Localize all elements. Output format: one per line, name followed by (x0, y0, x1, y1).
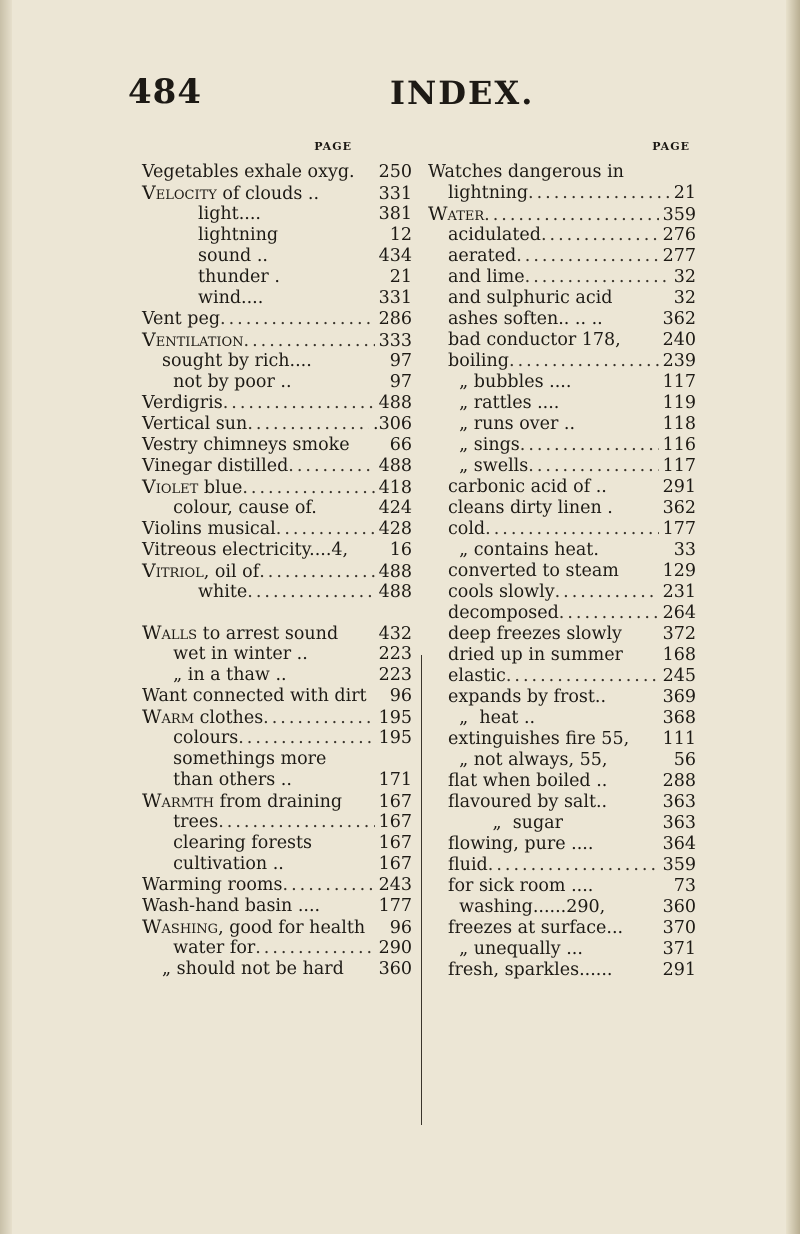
entry-page: 168 (662, 645, 696, 665)
entry-text: lightning (448, 183, 529, 203)
index-entry (428, 729, 696, 750)
page-column-label: PAGE (314, 140, 352, 153)
index-entry (142, 456, 412, 477)
index-entry (142, 770, 412, 791)
entry-text (142, 330, 244, 352)
entry-text (142, 917, 365, 939)
dot-leader (509, 351, 659, 372)
entry-text: expands by frost.. (448, 687, 607, 707)
index-entry (428, 624, 696, 645)
dot-leader (506, 666, 659, 687)
index-entry (428, 939, 696, 960)
index-entry (428, 351, 696, 372)
entry-text: sound .. (198, 246, 268, 266)
entry-page: 360 (378, 959, 412, 979)
entry-text: and lime (448, 267, 525, 287)
entry-page: 119 (662, 393, 696, 413)
index-entry (142, 162, 412, 183)
entry-heading: Water (428, 203, 485, 225)
index-entry (142, 728, 412, 749)
index-entry (428, 330, 696, 351)
entry-page: 33 (673, 540, 696, 560)
entry-page: 369 (662, 687, 696, 707)
index-entry (142, 498, 412, 519)
index-entry (142, 351, 412, 372)
entry-text: ashes soften.. .. .. (448, 309, 603, 329)
entry-page: 167 (378, 812, 412, 832)
entry-page: 73 (673, 876, 696, 896)
entry-text: „ in a thaw .. (162, 665, 287, 685)
entry-text: Vertical sun (142, 414, 248, 434)
entry-page: 488 (378, 582, 412, 602)
entry-page: 223 (378, 644, 412, 664)
entry-page: 291 (662, 960, 696, 980)
index-entry (428, 519, 696, 540)
entry-page: 381 (378, 204, 412, 224)
page-column-label: PAGE (652, 140, 690, 153)
page-number: 484 (128, 72, 202, 112)
entry-rest: clothes (194, 708, 264, 728)
entry-page: 250 (378, 162, 412, 182)
entry-page: 12 (389, 225, 412, 245)
entry-page: .306 (373, 414, 412, 434)
entry-page: 96 (389, 686, 412, 706)
entry-page: 21 (673, 183, 696, 203)
dot-leader (488, 855, 659, 876)
entry-text: wet in winter .. (162, 644, 308, 664)
entry-page: 368 (662, 708, 696, 728)
entry-page: 117 (662, 372, 696, 392)
dot-leader (247, 582, 374, 603)
index-entry (428, 771, 696, 792)
entry-text: „ sings (448, 435, 520, 455)
entry-text: decomposed (448, 603, 559, 623)
entry-page: 277 (662, 246, 696, 266)
entry-text: colour, cause of. (162, 498, 317, 518)
entry-rest: blue (198, 478, 243, 498)
entry-page: 97 (389, 351, 412, 371)
index-entry (142, 854, 412, 875)
entry-page: 223 (378, 665, 412, 685)
index-entry (428, 687, 696, 708)
dot-leader (220, 309, 375, 330)
entry-page: 129 (662, 561, 696, 581)
entry-text: fresh, sparkles...... (448, 960, 613, 980)
index-entry (142, 225, 412, 246)
entry-page: 111 (662, 729, 696, 749)
entry-page: 370 (662, 918, 696, 938)
entry-page: 231 (662, 582, 696, 602)
entry-text: aerated (448, 246, 517, 266)
index-entry (428, 834, 696, 855)
entry-heading: Violet (142, 476, 199, 498)
entry-text: Vitreous electricity....4, (142, 540, 349, 560)
entry-page: 117 (662, 456, 696, 476)
dot-leader (283, 875, 375, 896)
index-entry (428, 708, 696, 729)
entry-text: than others .. (162, 770, 292, 790)
entry-rest: of clouds .. (216, 184, 320, 204)
entry-rest: , oil of (203, 562, 260, 582)
entry-text: fluid (448, 855, 488, 875)
entry-text: wind.... (198, 288, 264, 308)
entry-page: 488 (378, 393, 412, 413)
dot-leader (484, 205, 658, 226)
entry-text: extinguishes fire 55, (448, 729, 630, 749)
entry-heading: Ventilation (142, 329, 244, 351)
index-entry (428, 540, 696, 561)
index-entry (142, 183, 412, 204)
index-entry (142, 833, 412, 854)
index-entry (428, 813, 696, 834)
entry-page: 432 (378, 624, 412, 644)
entry-rest: , good for health (218, 918, 366, 938)
entry-gap (142, 603, 412, 623)
entry-text: „ should not be hard (162, 959, 344, 979)
index-entry (428, 582, 696, 603)
entry-text: and sulphuric acid (448, 288, 613, 308)
index-entry (428, 183, 696, 204)
page-edge-left (0, 0, 12, 1234)
entry-text: cools slowly (448, 582, 555, 602)
index-entry (142, 393, 412, 414)
index-entries (428, 162, 696, 981)
index-entry (428, 414, 696, 435)
entry-text: sought by rich.... (162, 351, 312, 371)
index-column-left (142, 140, 412, 980)
entry-page: 331 (378, 184, 412, 204)
entry-text: not by poor .. (162, 372, 292, 392)
dot-leader (255, 938, 374, 959)
entry-heading: Velocity (142, 182, 217, 204)
entry-text: Warming rooms (142, 875, 283, 895)
running-head: INDEX. (390, 74, 535, 112)
index-entry (142, 540, 412, 561)
index-entry (428, 477, 696, 498)
index-column-right (428, 140, 696, 981)
entry-heading: Vitriol (142, 560, 204, 582)
entry-page: 418 (378, 478, 412, 498)
entry-page: 288 (662, 771, 696, 791)
entry-text (142, 791, 342, 813)
index-entry (428, 204, 696, 225)
index-entry (142, 812, 412, 833)
entry-heading: Warm (142, 706, 195, 728)
entry-page: 167 (378, 833, 412, 853)
index-entry (428, 393, 696, 414)
index-entry (428, 855, 696, 876)
entry-text: Want connected with dirt (142, 686, 367, 706)
entry-page: 434 (378, 246, 412, 266)
entry-page: 16 (389, 540, 412, 560)
entry-page: 286 (378, 309, 412, 329)
entry-text (142, 561, 259, 583)
index-entry (142, 896, 412, 917)
entry-page: 428 (378, 519, 412, 539)
index-entry (142, 791, 412, 812)
entry-text: washing......290, (448, 897, 606, 917)
entry-text: Verdigris (142, 393, 223, 413)
index-entry (142, 414, 412, 435)
dot-leader (263, 708, 374, 729)
index-entry (428, 666, 696, 687)
entry-page: 276 (662, 225, 696, 245)
dot-leader (276, 519, 375, 540)
index-entry (428, 435, 696, 456)
index-entry (428, 372, 696, 393)
index-entry (142, 582, 412, 603)
dot-leader (242, 478, 374, 499)
index-entry (428, 876, 696, 897)
entry-text: Watches dangerous in (428, 162, 624, 182)
index-entry (428, 498, 696, 519)
entry-text: „ swells (448, 456, 529, 476)
dot-leader (218, 812, 374, 833)
index-entry (142, 267, 412, 288)
entry-text: acidulated (448, 225, 541, 245)
entry-text: „ heat .. (448, 708, 536, 728)
index-entry (428, 309, 696, 330)
index-entry (142, 519, 412, 540)
entry-text: clearing forests (162, 833, 313, 853)
entry-page: 195 (378, 728, 412, 748)
entry-page: 424 (378, 498, 412, 518)
entry-page: 245 (662, 666, 696, 686)
entry-text: cleans dirty linen . (448, 498, 613, 518)
index-entry (428, 246, 696, 267)
index-entry (142, 246, 412, 267)
entry-page: 264 (662, 603, 696, 623)
index-entry (428, 792, 696, 813)
index-entry (142, 435, 412, 456)
entry-text: trees (162, 812, 219, 832)
entry-page: 364 (662, 834, 696, 854)
index-entry (142, 561, 412, 582)
entry-text: light.... (198, 204, 261, 224)
entry-text: converted to steam (448, 561, 619, 581)
entry-text: water for (162, 938, 256, 958)
entry-text: „ runs over .. (448, 414, 576, 434)
index-entry (142, 686, 412, 707)
entry-page: 167 (378, 854, 412, 874)
entry-text (428, 204, 484, 226)
entry-page: 32 (673, 267, 696, 287)
entry-page: 177 (662, 519, 696, 539)
dot-leader (525, 267, 670, 288)
dot-leader (528, 183, 670, 204)
index-entry (428, 288, 696, 309)
index-entry (428, 561, 696, 582)
index-entry (428, 456, 696, 477)
dot-leader (555, 582, 659, 603)
entry-text: „ rattles .... (448, 393, 560, 413)
dot-leader (244, 331, 375, 352)
entry-page: 359 (662, 855, 696, 875)
page-header (128, 72, 748, 122)
index-entry (142, 917, 412, 938)
entry-text: Vent peg (142, 309, 221, 329)
dot-leader (516, 246, 658, 267)
entry-text: somethings more (162, 749, 327, 769)
index-entry (428, 897, 696, 918)
entry-text: Vegetables exhale oxyg. (142, 162, 355, 182)
entry-page: 97 (389, 372, 412, 392)
dot-leader (528, 456, 658, 477)
index-entry (142, 959, 412, 980)
entry-text (142, 623, 338, 645)
entry-page: 362 (662, 498, 696, 518)
entry-page: 239 (662, 351, 696, 371)
entry-page: 372 (662, 624, 696, 644)
entry-page: 167 (378, 792, 412, 812)
index-entry (142, 749, 412, 770)
entry-text: for sick room .... (448, 876, 594, 896)
entry-text: white (198, 582, 248, 602)
entry-text: lightning (198, 225, 279, 245)
entry-page: 359 (662, 205, 696, 225)
index-entry (142, 623, 412, 644)
entry-text: „ bubbles .... (448, 372, 572, 392)
entry-text: „ sugar (448, 813, 563, 833)
index-entry (428, 960, 696, 981)
entry-text: flavoured by salt.. (448, 792, 608, 812)
entry-heading: Walls (142, 622, 198, 644)
index-entry (428, 162, 696, 183)
dot-leader (247, 414, 369, 435)
entry-text: freezes at surface... (448, 918, 624, 938)
index-entry (428, 645, 696, 666)
entry-page: 333 (378, 331, 412, 351)
index-entry (142, 309, 412, 330)
entry-text: „ contains heat. (448, 540, 599, 560)
entry-text: Vestry chimneys smoke (142, 435, 350, 455)
entry-text: boiling (448, 351, 510, 371)
entry-page: 331 (378, 288, 412, 308)
index-entry (428, 267, 696, 288)
entry-text: thunder . (198, 267, 280, 287)
entry-text: „ not always, 55, (448, 750, 608, 770)
entry-text: Vinegar distilled (142, 456, 289, 476)
index-entry (142, 938, 412, 959)
column-rule (421, 655, 422, 1125)
entry-page: 363 (662, 792, 696, 812)
entry-text (142, 183, 319, 205)
entry-page: 488 (378, 562, 412, 582)
entry-page: 56 (673, 750, 696, 770)
entry-text (142, 707, 263, 729)
entry-page: 177 (378, 896, 412, 916)
entry-page: 363 (662, 813, 696, 833)
entry-text: dried up in summer (448, 645, 623, 665)
entry-text: deep freezes slowly (448, 624, 622, 644)
index-entry (428, 225, 696, 246)
entry-text: cold (448, 519, 486, 539)
index-entry (142, 875, 412, 896)
index-entry (142, 288, 412, 309)
index-entry (142, 204, 412, 225)
index-entry (142, 372, 412, 393)
index-entry (428, 750, 696, 771)
entry-page: 371 (662, 939, 696, 959)
dot-leader (238, 728, 374, 749)
dot-leader (541, 225, 659, 246)
dot-leader (259, 562, 374, 583)
entry-rest: from draining (214, 792, 343, 812)
index-entry (142, 330, 412, 351)
entry-page: 116 (662, 435, 696, 455)
entry-text: „ unequally ... (448, 939, 583, 959)
entry-page: 66 (389, 435, 412, 455)
index-entry (142, 477, 412, 498)
index-entries (142, 162, 412, 980)
entry-page: 360 (662, 897, 696, 917)
entry-page: 96 (389, 918, 412, 938)
index-entry (142, 707, 412, 728)
entry-text: flat when boiled .. (448, 771, 608, 791)
entry-text: bad conductor 178, (448, 330, 621, 350)
index-entry (428, 603, 696, 624)
entry-page: 21 (389, 267, 412, 287)
entry-page: 118 (662, 414, 696, 434)
entry-page: 290 (378, 938, 412, 958)
entry-page: 243 (378, 875, 412, 895)
dot-leader (485, 519, 658, 540)
index-entry (142, 665, 412, 686)
entry-page: 291 (662, 477, 696, 497)
entry-text: cultivation .. (162, 854, 284, 874)
entry-page: 171 (378, 770, 412, 790)
dot-leader (223, 393, 375, 414)
entry-page: 488 (378, 456, 412, 476)
entry-text (142, 477, 242, 499)
entry-text: Wash-hand basin .... (142, 896, 321, 916)
entry-rest: to arrest sound (197, 624, 339, 644)
entry-text: Violins musical (142, 519, 276, 539)
entry-page: 195 (378, 708, 412, 728)
entry-text: carbonic acid of .. (448, 477, 607, 497)
entry-page: 240 (662, 330, 696, 350)
index-entry (142, 644, 412, 665)
page-edge-right (786, 0, 800, 1234)
dot-leader (520, 435, 659, 456)
entry-text: elastic (448, 666, 506, 686)
entry-heading: Washing (142, 916, 219, 938)
entry-page: 362 (662, 309, 696, 329)
entry-text: flowing, pure .... (448, 834, 594, 854)
dot-leader (288, 456, 374, 477)
entry-text: colours (162, 728, 239, 748)
entry-page: 32 (673, 288, 696, 308)
dot-leader (559, 603, 659, 624)
entry-heading: Warmth (142, 790, 215, 812)
index-entry (428, 918, 696, 939)
